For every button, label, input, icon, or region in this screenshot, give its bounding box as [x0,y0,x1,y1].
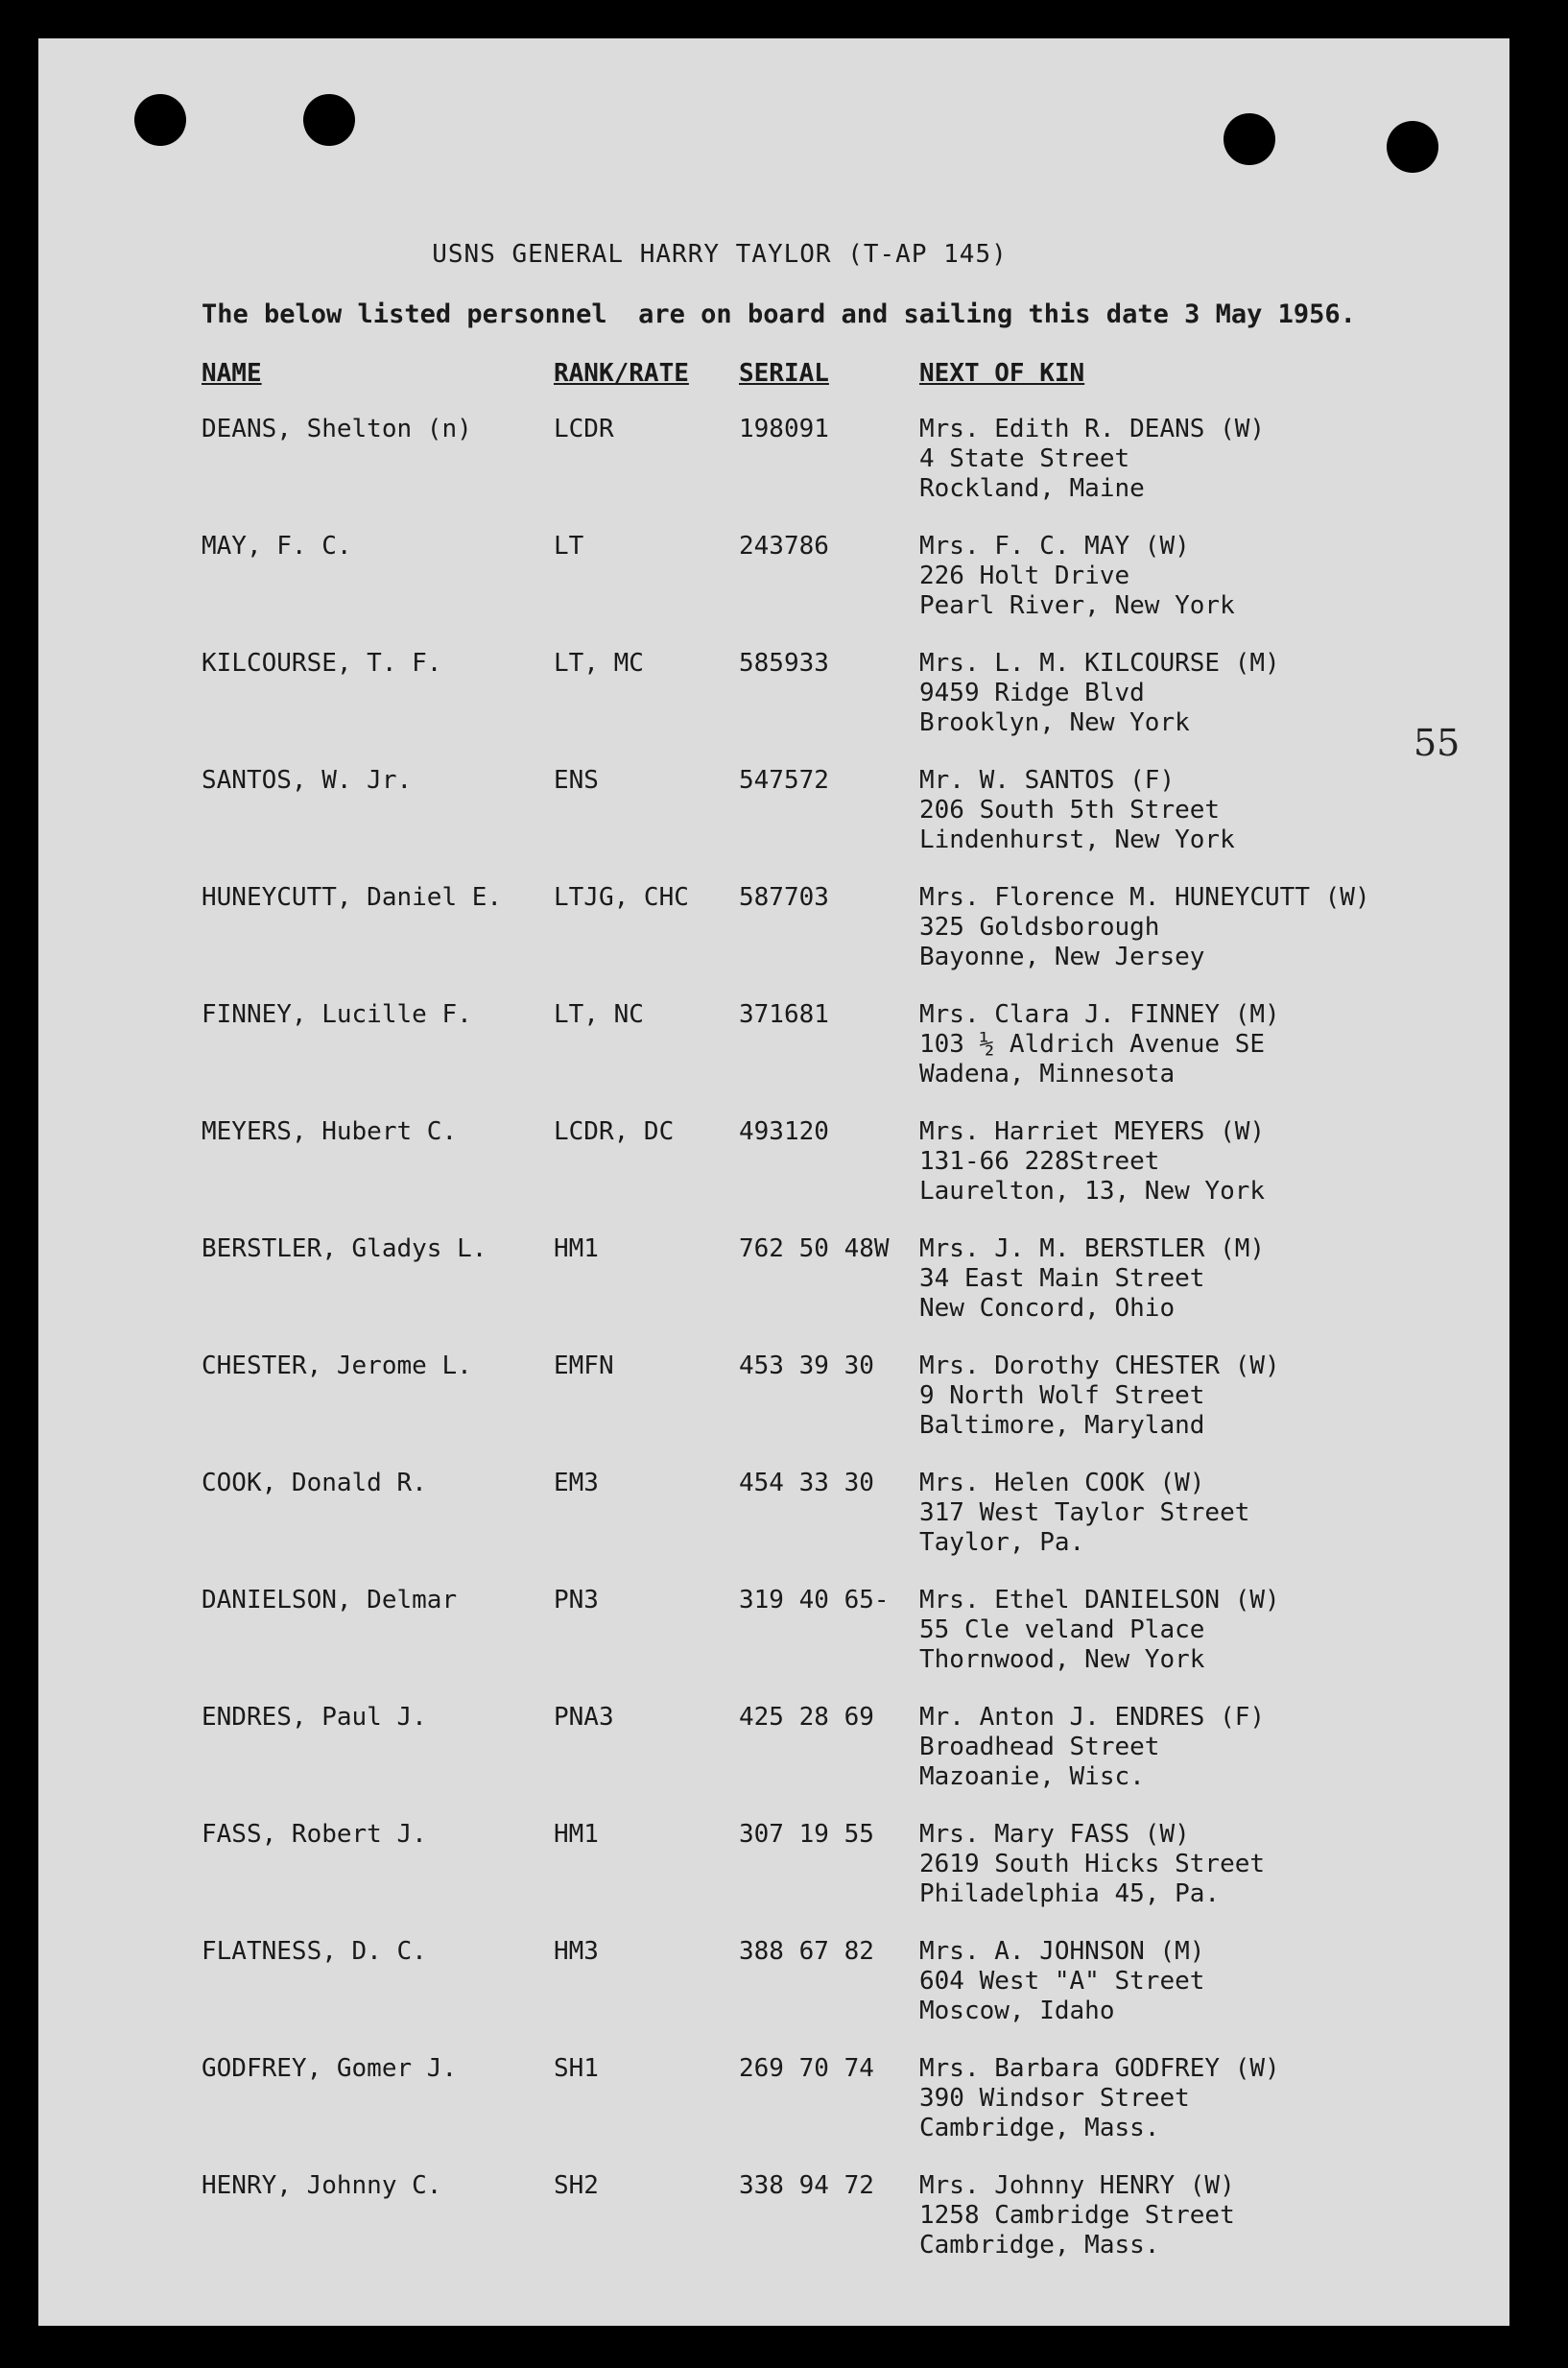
header-next-of-kin: NEXT OF KIN [919,359,1085,388]
next-of-kin-line: Thornwood, New York [919,1645,1205,1674]
serial-number: 243786 [739,532,829,561]
next-of-kin-line: Mrs. Barbara GODFREY (W) [919,2054,1280,2083]
next-of-kin-line: Mrs. F. C. MAY (W) [919,532,1190,561]
serial-number: 425 28 69 [739,1703,874,1732]
person-name: KILCOURSE, T. F. [202,649,442,678]
person-name: MEYERS, Hubert C. [202,1117,458,1146]
next-of-kin-line: Mrs. Mary FASS (W) [919,1820,1190,1849]
next-of-kin-line: Mr. Anton J. ENDRES (F) [919,1703,1266,1732]
personnel-row [38,649,1509,766]
rank-rate: LCDR [554,415,614,443]
personnel-row [38,1469,1509,1586]
person-name: HUNEYCUTT, Daniel E. [202,883,503,912]
next-of-kin-line: Mrs. Johnny HENRY (W) [919,2171,1235,2200]
next-of-kin-line: Mrs. Dorothy CHESTER (W) [919,1351,1280,1380]
next-of-kin-line: 604 West "A" Street [919,1967,1205,1996]
next-of-kin [919,1000,1280,1089]
next-of-kin [919,883,1370,972]
header-name: NAME [202,359,262,388]
next-of-kin-line: Bayonne, New Jersey [919,943,1205,971]
next-of-kin-line: Mrs. Florence M. HUNEYCUTT (W) [919,883,1370,912]
personnel-row [38,1234,1509,1351]
next-of-kin-line: Mrs. Harriet MEYERS (W) [919,1117,1266,1146]
next-of-kin-line: 2619 South Hicks Street [919,1850,1266,1878]
serial-number: 388 67 82 [739,1937,874,1966]
rank-rate: HM1 [554,1820,599,1849]
serial-number: 453 39 30 [739,1351,874,1380]
next-of-kin [919,2171,1235,2260]
next-of-kin-line: Mrs. Edith R. DEANS (W) [919,415,1266,443]
next-of-kin-line: 55 Cle veland Place [919,1615,1205,1644]
rank-rate: HM1 [554,1234,599,1263]
rank-rate: EM3 [554,1469,599,1497]
punch-hole [1387,121,1438,173]
person-name: DEANS, Shelton (n) [202,415,472,443]
personnel-row [38,2054,1509,2171]
person-name: DANIELSON, Delmar [202,1586,458,1615]
next-of-kin [919,1703,1265,1792]
punch-hole [1224,113,1275,165]
next-of-kin-line: 103 ½ Aldrich Avenue SE [919,1030,1266,1059]
next-of-kin-line: Philadelphia 45, Pa. [919,1879,1221,1908]
next-of-kin-line: Laurelton, 13, New York [919,1177,1266,1206]
serial-number: 547572 [739,766,829,795]
serial-number: 269 70 74 [739,2054,874,2083]
next-of-kin-line: Wadena, Minnesota [919,1060,1176,1088]
next-of-kin-line: 34 East Main Street [919,1264,1205,1293]
next-of-kin-line: Mrs. Ethel DANIELSON (W) [919,1586,1280,1615]
serial-number: 338 94 72 [739,2171,874,2200]
rank-rate: LT, MC [554,649,644,678]
next-of-kin [919,532,1235,621]
rank-rate: SH1 [554,2054,599,2083]
next-of-kin-line: New Concord, Ohio [919,1294,1176,1323]
next-of-kin-line: Moscow, Idaho [919,1997,1115,2025]
next-of-kin-line: Cambridge, Mass. [919,2231,1160,2260]
person-name: COOK, Donald R. [202,1469,427,1497]
next-of-kin-line: 4 State Street [919,444,1130,473]
next-of-kin-line: Mrs. J. M. BERSTLER (M) [919,1234,1266,1263]
next-of-kin-line: Mrs. Helen COOK (W) [919,1469,1205,1497]
serial-number: 762 50 48W [739,1234,890,1263]
intro-sentence: The below listed personnel are on board and sailing this date 3 May 1956. [202,299,1356,329]
next-of-kin [919,1937,1204,2026]
next-of-kin-line: Rockland, Maine [919,474,1145,503]
person-name: MAY, F. C. [202,532,352,561]
document-title: USNS GENERAL HARRY TAYLOR (T-AP 145) [432,240,1008,269]
personnel-row [38,1586,1509,1703]
serial-number: 585933 [739,649,829,678]
personnel-row [38,532,1509,649]
next-of-kin-line: Mrs. L. M. KILCOURSE (M) [919,649,1280,678]
personnel-row [38,1000,1509,1117]
person-name: HENRY, Johnny C. [202,2171,442,2200]
next-of-kin [919,1117,1265,1207]
next-of-kin [919,1586,1280,1675]
rank-rate: EMFN [554,1351,614,1380]
serial-number: 493120 [739,1117,829,1146]
next-of-kin-line: 131-66 228Street [919,1147,1160,1176]
rank-rate: ENS [554,766,599,795]
next-of-kin-line: 317 West Taylor Street [919,1498,1250,1527]
header-rank: RANK/RATE [554,359,689,388]
next-of-kin [919,1469,1249,1558]
rank-rate: PNA3 [554,1703,614,1732]
personnel-row [38,1703,1509,1820]
header-serial: SERIAL [739,359,829,388]
serial-number: 587703 [739,883,829,912]
next-of-kin [919,1351,1280,1441]
person-name: CHESTER, Jerome L. [202,1351,472,1380]
person-name: GODFREY, Gomer J. [202,2054,458,2083]
personnel-row [38,766,1509,883]
next-of-kin-line: Mrs. Clara J. FINNEY (M) [919,1000,1280,1029]
next-of-kin [919,415,1265,504]
next-of-kin-line: 226 Holt Drive [919,562,1130,590]
next-of-kin-line: Pearl River, New York [919,591,1235,620]
person-name: FINNEY, Lucille F. [202,1000,472,1029]
personnel-list [38,415,1509,2288]
next-of-kin-line: 9459 Ridge Blvd [919,679,1145,707]
rank-rate: LTJG, CHC [554,883,689,912]
next-of-kin-line: Broadhead Street [919,1733,1160,1761]
next-of-kin [919,2054,1280,2143]
next-of-kin-line: 9 North Wolf Street [919,1381,1205,1410]
next-of-kin [919,1234,1265,1324]
next-of-kin-line: Cambridge, Mass. [919,2114,1160,2142]
document-page [38,38,1509,2326]
next-of-kin-line: 1258 Cambridge Street [919,2201,1235,2230]
next-of-kin-line: Mrs. A. JOHNSON (M) [919,1937,1205,1966]
next-of-kin-line: Mr. W. SANTOS (F) [919,766,1176,795]
personnel-row [38,415,1509,532]
personnel-row [38,1937,1509,2054]
next-of-kin-line: Brooklyn, New York [919,708,1190,737]
personnel-row [38,1117,1509,1234]
person-name: FASS, Robert J. [202,1820,427,1849]
personnel-row [38,2171,1509,2288]
rank-rate: SH2 [554,2171,599,2200]
next-of-kin [919,1820,1265,1909]
next-of-kin-line: Taylor, Pa. [919,1528,1085,1557]
rank-rate: LT [554,532,584,561]
rank-rate: HM3 [554,1937,599,1966]
next-of-kin-line: Baltimore, Maryland [919,1411,1205,1440]
person-name: BERSTLER, Gladys L. [202,1234,487,1263]
rank-rate: LCDR, DC [554,1117,675,1146]
person-name: ENDRES, Paul J. [202,1703,427,1732]
punch-hole [303,94,355,146]
next-of-kin-line: Mazoanie, Wisc. [919,1762,1145,1791]
page-number-stamp: 55 [1414,722,1461,764]
serial-number: 198091 [739,415,829,443]
serial-number: 307 19 55 [739,1820,874,1849]
person-name: FLATNESS, D. C. [202,1937,427,1966]
rank-rate: PN3 [554,1586,599,1615]
punch-hole [134,94,186,146]
next-of-kin [919,766,1235,855]
personnel-row [38,1820,1509,1937]
rank-rate: LT, NC [554,1000,644,1029]
next-of-kin-line: Lindenhurst, New York [919,825,1235,854]
serial-number: 371681 [739,1000,829,1029]
next-of-kin-line: 390 Windsor Street [919,2084,1190,2113]
next-of-kin-line: 325 Goldsborough [919,913,1160,942]
person-name: SANTOS, W. Jr. [202,766,413,795]
serial-number: 319 40 65- [739,1586,890,1615]
personnel-row [38,883,1509,1000]
next-of-kin [919,649,1280,738]
next-of-kin-line: 206 South 5th Street [919,796,1221,825]
serial-number: 454 33 30 [739,1469,874,1497]
personnel-row [38,1351,1509,1469]
